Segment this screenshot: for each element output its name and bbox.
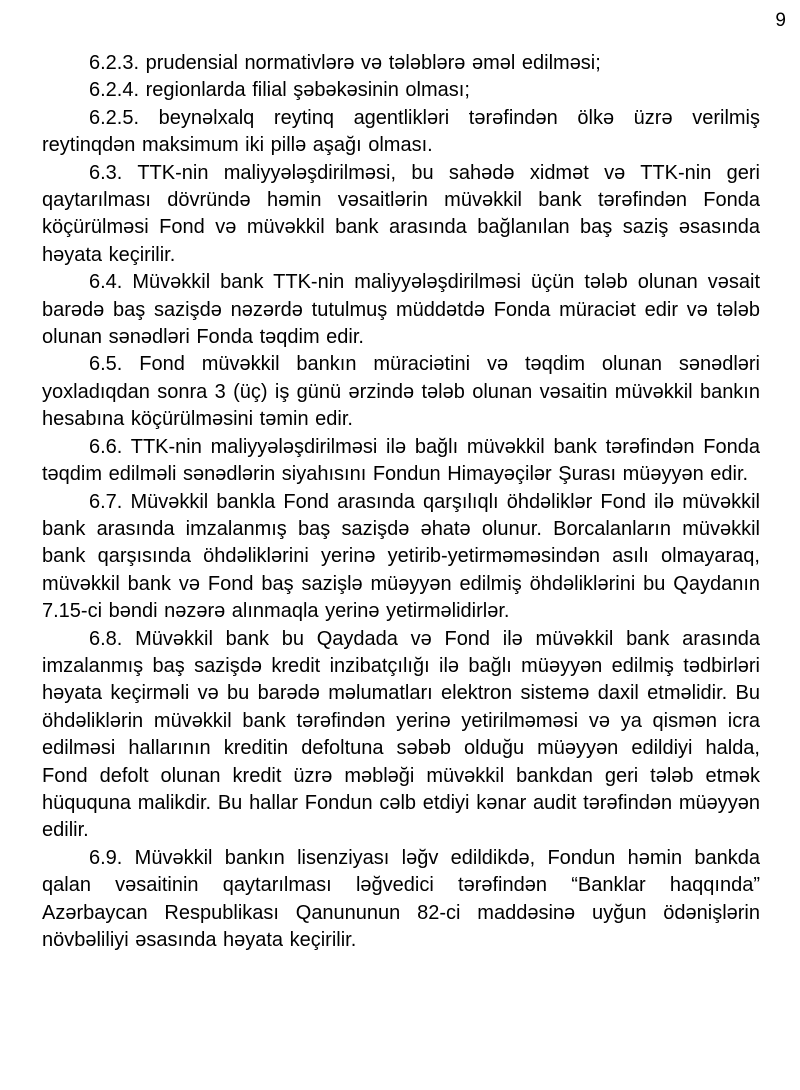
paragraph-6-6: 6.6. TTK-nin maliyyələşdirilməsi ilə bağlı müvəkkil bank tərəfindən Fonda təqdim edilməli sənədlərin siyahısını Fondun Himayəçilər Şurası müəyyən edir.	[42, 435, 760, 486]
page-number: 9	[775, 10, 786, 31]
paragraph-6-2-4: 6.2.4. regionlarda filial şəbəkəsinin olması;	[89, 79, 470, 102]
paragraph-6-5: 6.5. Fond müvəkkil bankın müraciətini və təqdim olunan sənədləri yoxladıqdan sonra 3 (üç) iş günü ərzində tələb olunan vəsaitin müvəkkil bankın hesabına köçürülməsini təmin edir.	[42, 353, 760, 431]
paragraph-6-3: 6.3. TTK-nin maliyyələşdirilməsi, bu sahədə xidmət və TTK-nin geri qaytarılması dövründə həmin vəsaitlərin müvəkkil bank tərəfindən Fonda köçürülməsi Fond və müvəkkil bank arasında bağlanılan baş saziş əsasında həyata keçirilir.	[42, 161, 760, 266]
paragraph-6-4: 6.4. Müvəkkil bank TTK-nin maliyyələşdirilməsi üçün tələb olunan vəsait barədə baş sazişdə nəzərdə tutulmuş müddətdə Fonda müraciət edir və tələb olunan sənədləri Fonda təqdim edir.	[42, 271, 760, 349]
paragraph-6-8: 6.8. Müvəkkil bank bu Qaydada və Fond ilə müvəkkil bank arasında imzalanmış baş sazişdə kredit inzibatçılığı ilə bağlı müəyyən edilmiş tədbirləri həyata keçirməli və bu barədə məlumatları elektron sistemə daxil etməlidir. Bu öhdəliklərin müvəkkil bank tərəfindən yerinə yetirilməməsi və ya qismən icra edilməsi hallarının kreditin defoltuna səbəb olduğu müəyyən edildiyi halda, Fond defolt olunan kredit üzrə məbləği müvəkkil bankdan geri tələb etmək hüququna malikdir. Bu hallar Fondun cəlb etdiyi kənar audit tərəfindən müəyyən edilir.	[42, 627, 760, 842]
document-body	[42, 50, 760, 954]
paragraph-6-2-3: 6.2.3. prudensial normativlərə və tələblərə əməl edilməsi;	[89, 52, 601, 74]
paragraph-6-2-5: 6.2.5. beynəlxalq reytinq agentlikləri tərəfindən ölkə üzrə verilmiş reytinqdən maksimum iki pillə aşağı olması.	[42, 106, 760, 157]
paragraph-6-7: 6.7. Müvəkkil bankla Fond arasında qarşılıqlı öhdəliklər Fond ilə müvəkkil bank arasında imzalanmış baş sazişdə əhatə olunur. Borcalanların müvəkkil bank qarşısında öhdəliklərini yerinə yetirib-yetirməməsindən asılı olmayaraq, müvəkkil bank və Fond baş sazişlə müəyyən edilmiş öhdəliklərini bu Qaydanın 7.15-ci bəndi nəzərə alınmaqla yerinə yetirməlidirlər.	[42, 490, 760, 623]
paragraph-6-9: 6.9. Müvəkkil bankın lisenziyası ləğv edildikdə, Fondun həmin bankda qalan vəsaitinin qaytarılması ləğvedici tərəfindən “Banklar haqqında” Azərbaycan Respublikası Qanununun 82-ci maddəsinə uyğun ödənişlərin növbəliliyi əsasında həyata keçirilir.	[42, 846, 760, 951]
